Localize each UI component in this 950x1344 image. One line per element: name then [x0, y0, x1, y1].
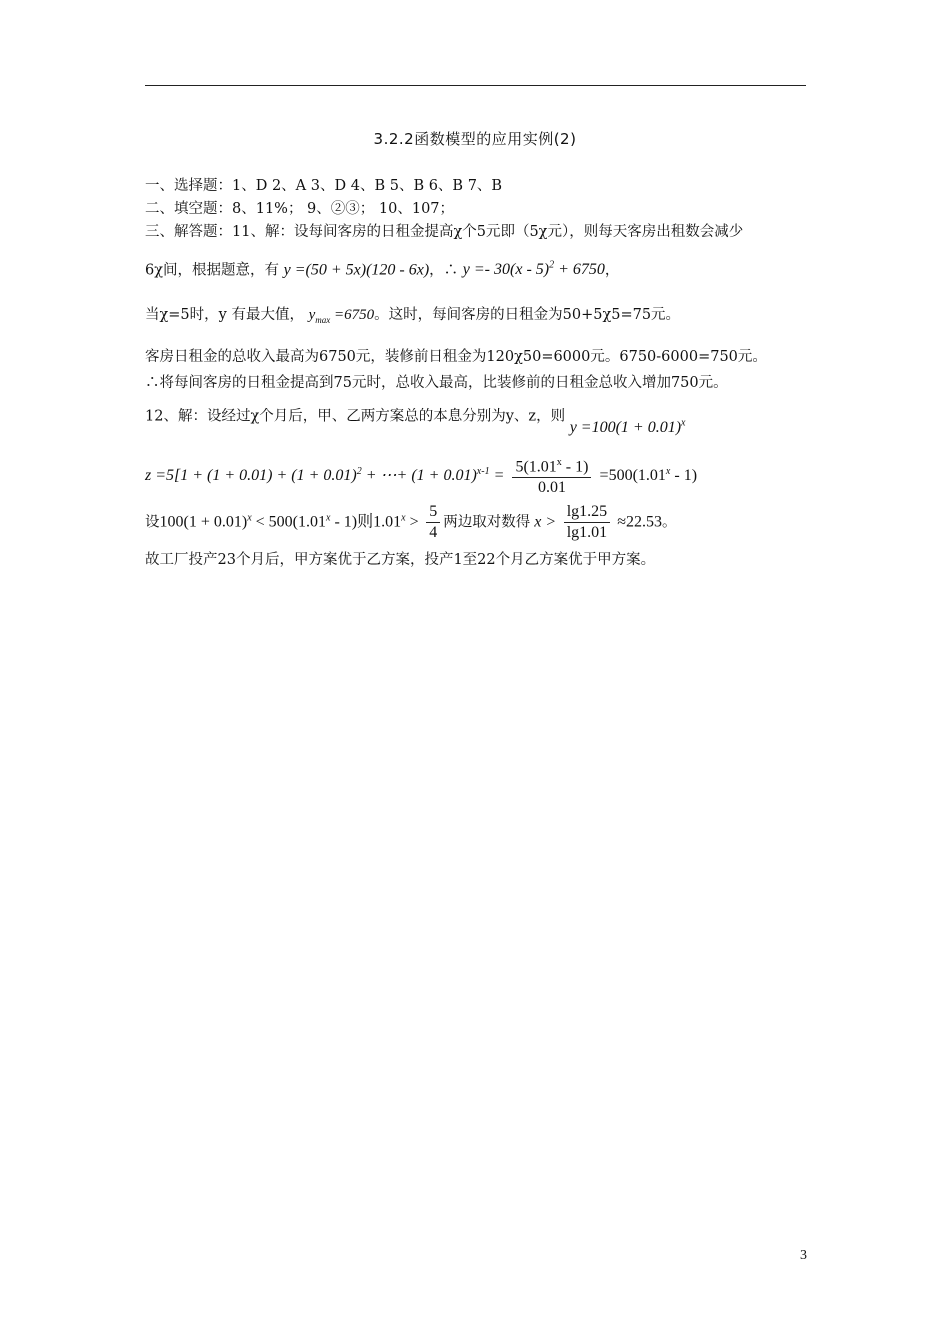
solution-11-intro: 三、解答题：11、解：设每间客房的日租金提高χ个5元即（5χ元），则每天客房出租数会减少	[145, 224, 744, 240]
fraction-1: $\frac{5(1.01^x - 1)}{0.01}$	[512, 453, 591, 498]
text-segment: 6χ间，根据题意，有	[145, 262, 280, 279]
header-rule	[145, 85, 806, 86]
ymax-expression: $y_{max} =6750$	[308, 307, 375, 325]
fill-blank-answers: 二、填空题：8、11%； 9、②③； 10、107；	[145, 201, 455, 217]
text-segment: 两边取对数得	[443, 514, 531, 531]
equation-y1: y =(50 + 5x)(120 - 6x)	[283, 261, 430, 279]
therefore-symbol: ，∴	[429, 262, 459, 279]
solution-11-max	[145, 305, 680, 330]
choice-answers: 一、选择题：1、D 2、A 3、D 4、B 5、B 6、B 7、B	[145, 178, 503, 194]
text-segment: 设	[145, 514, 160, 531]
comma: ，	[604, 262, 620, 279]
page-title: 3.2.2函数模型的应用实例(2)	[373, 130, 577, 148]
text-segment: 当χ=5时，y 有最大值，	[145, 307, 304, 323]
equation-y3: $y =100(1 + 0.01)^x$	[569, 418, 686, 437]
page-number: 3	[800, 1248, 807, 1263]
equation-z: $z =5[1 + (1 + 0.01) + (1 + 0.01)^2$ + ⋯+ $(1 + 0.01)^{x-1}$ = $\frac{5(1.01^x - 1)}{0.01}$ $=500(1.01^x - 1)$	[145, 453, 697, 498]
solution-12-conclusion: 故工厂投产23个月后，甲方案优于乙方案，投产1至22个月乙方案优于甲方案。	[145, 552, 656, 568]
solution-12-inequality: 设$100(1 + 0.01)^x < 500(1.01^x - 1)$则$1.01^x$ > $\frac{5}{4}$ 两边取对数得 x > $\frac{\lg 1.25}{\lg 1.01}$ ≈22.53。	[145, 503, 677, 541]
text-segment: 。这时，每间客房的日租金为50+5χ5=75元。	[374, 307, 681, 323]
solution-11-equations	[145, 256, 619, 280]
text-segment: 12、解：设经过χ个月后，甲、乙两方案总的本息分别为y、z，则	[145, 408, 566, 425]
fraction-3: $\frac{\lg 1.25}{\lg 1.01}$	[564, 502, 610, 543]
equation-y2: y =- 30(x - 5)$^2$ + 6750	[462, 260, 605, 279]
solution-12-intro	[145, 402, 686, 437]
fraction-2: $\frac{5}{4}$	[426, 502, 440, 543]
solution-11-revenue: 客房日租金的总收入最高为6750元，装修前日租金为120χ50=6000元。6750-6000=750元。	[145, 349, 767, 365]
solution-11-conclusion: ∴将每间客房的日租金提高到75元时，总收入最高，比装修前的日租金总收入增加750元。	[145, 375, 728, 391]
